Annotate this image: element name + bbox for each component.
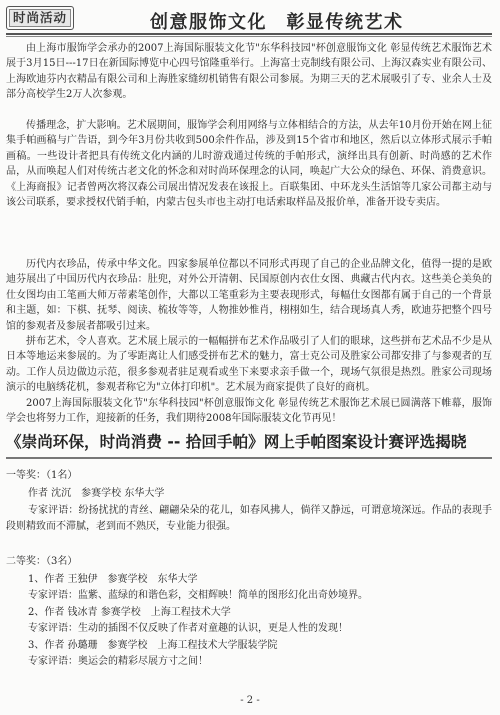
page-number: - 2 - bbox=[240, 695, 260, 706]
article-paragraph-1: 由上海市服饰学会承办的2007上海国际服装文化节"东华科技园"杯创意服饰文化 彰显传统艺术服饰艺术展于3月15日---17日在新国际博览中心四号馆隆重举行。上海富士克制线有限公司、上海汉森实业有限公司、上海欧迪芬内衣精品有限公司和上海胜家缝纫机销售有限公司参展。为期三天的艺术展吸引了专、业余人士及部分高校学生2万人次参观。 bbox=[6, 43, 492, 101]
article-paragraph-4: 拼布艺术，令人喜欢。艺术展上展示的一幅幅拼布艺术作品吸引了人们的眼球，这些拼布艺术品不少是从日本等地运来参展的。为了零距离让人们感受拼布艺术的魅力，富士克公司及胜家公司都安排了与参观者的互动。工作人员边做边示范，很多参观者驻足观看或坐下来要求亲手做一个，现场气氛很是热烈。胜家公司现场演示的电脑绣花机，参观者称它为"立体打印机"。艺术展为商家提供了良好的商机。 bbox=[6, 336, 492, 394]
article-paragraph-2: 传播理念，扩大影响。艺术展期间，服饰学会利用网络与立体相结合的方法，从去年10月份开始在网上征集手帕画稿与广告语，到今年3月份共收到500余件作品，涉及到15个省市和地区，然后以立体形式展示手帕画稿。一些设计者把具有传统文化内涵的儿时游戏通过传统的手帕形式，演绎出具有创新、时尚感的艺术作品，从而唤起人们对传统古老文化的怀念和对时尚环保理念的认同，唤起广大公众的绿色、环保、消费意识。《上海商报》记者曾两次将汉森公司展出情况发表在该报上。百联集团、中环龙头生活馆等几家公司都主动与该公司联系，要求授权代销手帕，内蒙古包头市也主动打电话索取样品及报价单，准备开设专卖店。 bbox=[6, 120, 492, 209]
header-rule bbox=[6, 33, 492, 35]
first-prize-author: 作者 沈沉 参赛学校 东华大学 bbox=[28, 488, 165, 499]
article-title: 创意服饰文化 彰显传统艺术 bbox=[150, 12, 404, 33]
section-heading: 《崇尚环保，时尚消费 -- 拾回手帕》网上手帕图案设计赛评选揭晓 bbox=[6, 433, 467, 451]
header-rule-thin bbox=[6, 36, 492, 37]
second-prize-comment-3: 专家评语：奥运会的精彩尽展方寸之间！ bbox=[28, 656, 208, 667]
section-tag: 时尚活动 bbox=[6, 6, 74, 30]
section-rule bbox=[6, 457, 492, 459]
second-prize-author-3: 3、作者 孙璐珊 参赛学校 上海工程技术大学服装学院 bbox=[28, 640, 278, 651]
second-prize-comment-1: 专家评语：监紫、蓝绿的和谐色彩，交相辉映！简单的图形幻化出奇妙境界。 bbox=[28, 590, 368, 601]
second-prize-author-1: 1、作者 王独伊 参赛学校 东华大学 bbox=[28, 574, 198, 585]
second-prize-comment-2: 专家评语：生动的插图不仅反映了作者对童趣的认识，更是人性的发现！ bbox=[28, 623, 348, 634]
article-paragraph-3: 历代内衣珍品，传承中华文化。四家参展单位都以不同形式再现了自己的企业品牌文化，值得一提的是欧迪芬展出了中国历代内衣珍品：肚兜，对外公开清朝、民国原创内衣仕女图、典藏古代内衣。这些美仑美奂的仕女图均由工笔画大师万蒂素笔创作，大都以工笔重彩为主要表现形式，每幅仕女图都有属于自己的一个背景和主题，如：下棋、抚琴、阅读、梳妆等等，人物推妙惟肖，栩栩如生，结合现场真人秀，欧迪芬把整个四号馆的参观者及参展者都吸引过来。 bbox=[6, 259, 492, 332]
first-prize-heading: 一等奖：（1名） bbox=[6, 470, 78, 481]
second-prize-author-2: 2、作者 钱冰青 参赛学校 上海工程技术大学 bbox=[28, 607, 231, 618]
second-prize-heading: 二等奖：（3名） bbox=[6, 556, 78, 567]
article-paragraph-5: 2007上海国际服装文化节"东华科技园"杯创意服饰文化 彰显传统艺术服饰艺术展已圆满落下帷幕，服饰学会也将努力工作，迎接新的任务，我们期待2008年国际服装文化节再见！ bbox=[6, 398, 492, 425]
first-prize-comment: 专家评语：纷扬扰扰的青丝、翩翩朵朵的花儿，如春风拂人，倘徉又静远，可谓意境深远。作品的表现手段则精致而不滞腻，老到而不熟厌，专业能力很强。 bbox=[6, 505, 492, 532]
